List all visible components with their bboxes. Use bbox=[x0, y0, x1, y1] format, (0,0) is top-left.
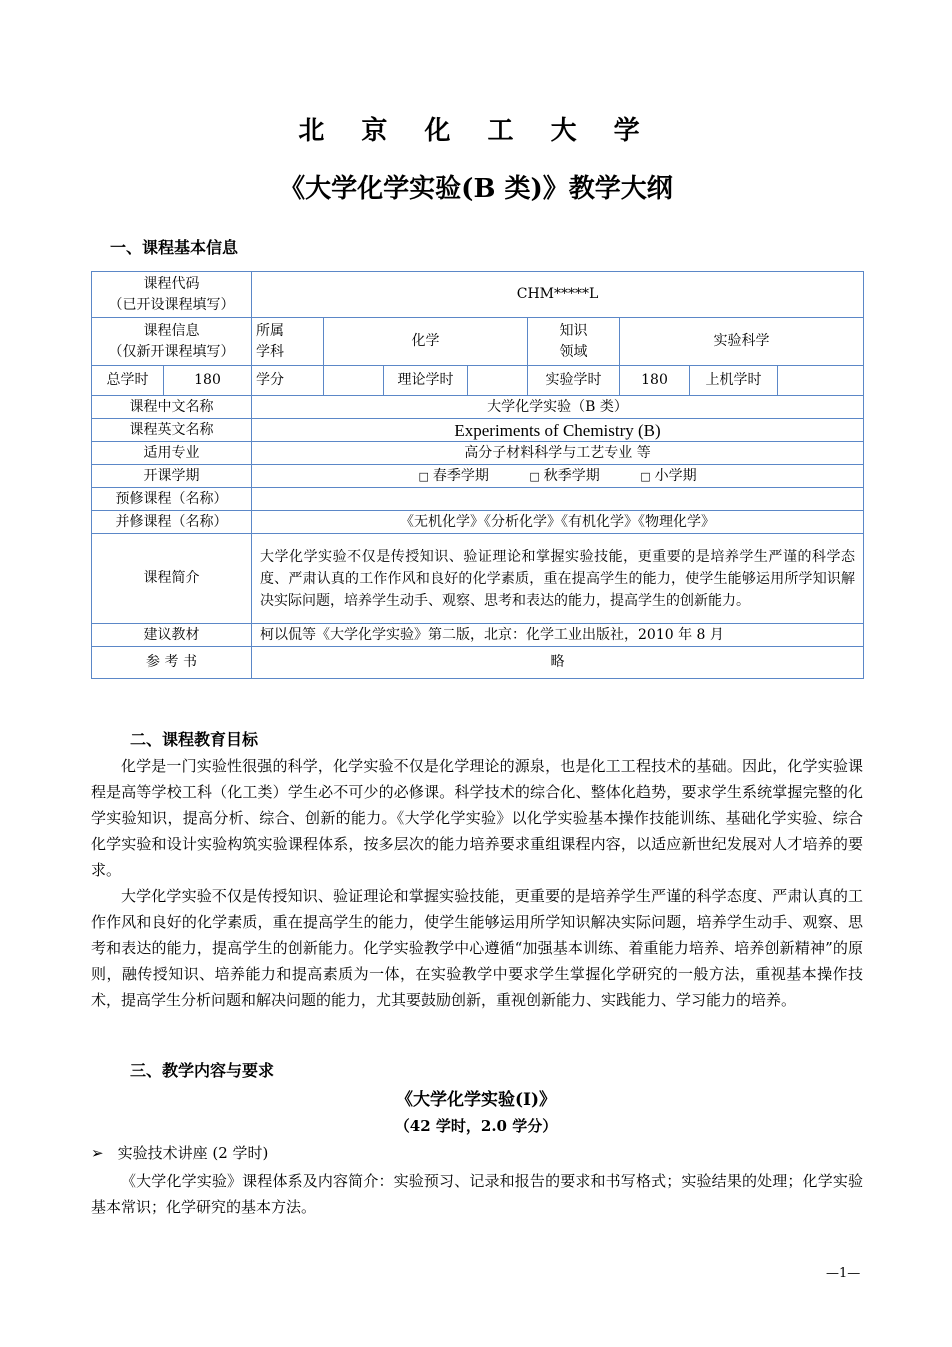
computer-hours-label: 上机学时 bbox=[690, 366, 778, 396]
row-hours bbox=[92, 366, 864, 396]
field-label-line2: 领域 bbox=[559, 343, 588, 360]
discipline-value: 化学 bbox=[324, 318, 528, 366]
theory-hours-value bbox=[468, 366, 528, 396]
section-heading-content: 三、教学内容与要求 bbox=[130, 1061, 275, 1080]
syllabus-title: 《大学化学实验(B 类)》教学大纲 bbox=[279, 174, 673, 204]
course-info-label-cell bbox=[92, 318, 252, 366]
prereq-value bbox=[252, 488, 864, 511]
lab-hours-value: 180 bbox=[620, 366, 690, 396]
discipline-label-line1: 所属 bbox=[256, 322, 284, 339]
lab-hours-label: 实验学时 bbox=[528, 366, 620, 396]
intro-value: 大学化学实验不仅是传授知识、验证理论和掌握实验技能，更重要的是培养学生严谨的科学态度、严肃认真的工作作风和良好的化学素质，重在提高学生的能力，使学生能够运用所学知识解决实际问题，培养学生动手、观察、思考和表达的能力，提高学生的创新能力。 bbox=[252, 534, 864, 624]
lecture-paragraph: 《大学化学实验》课程体系及内容简介：实验预习、记录和报告的要求和书写格式；实验结果的处理；化学实验基本常识；化学研究的基本方法。 bbox=[91, 1172, 863, 1216]
course-code-label: 课程代码 bbox=[143, 275, 200, 292]
subcourse-title: 《大学化学实验(Ⅰ)》 bbox=[395, 1090, 557, 1110]
row-coreq bbox=[92, 511, 864, 534]
major-value: 高分子材料科学与工艺专业 等 bbox=[252, 442, 864, 465]
course-code-label-cell bbox=[92, 272, 252, 318]
textbook-label: 建议教材 bbox=[92, 624, 252, 647]
cn-name-value: 大学化学实验（B 类） bbox=[252, 396, 864, 419]
field-value: 实验科学 bbox=[620, 318, 864, 366]
intro-label: 课程简介 bbox=[92, 534, 252, 624]
field-label-line1: 知识 bbox=[559, 322, 588, 339]
objectives-paragraph-1: 化学是一门实验性很强的科学，化学实验不仅是化学理论的源泉，也是化工工程技术的基础。因此，化学实验课程是高等学校工科（化工类）学生必不可少的必修课。科学技术的综合化、整体化趋势，要求学生系统掌握完整的化学实验知识，提高分析、综合、创新的能力。《大学化学实验》以化学实验基本操作技能训练、基础化学实验、综合化学实验和设计实验构筑实验课程体系，按多层次的能力培养要求重组课程内容，以适应新世纪发展对人才培养的要求。 bbox=[91, 757, 863, 879]
total-hours-label: 总学时 bbox=[92, 366, 164, 396]
cn-name-label: 课程中文名称 bbox=[92, 396, 252, 419]
checkbox-icon: □ bbox=[418, 469, 429, 483]
semester-option-spring[interactable] bbox=[418, 466, 488, 487]
row-semester bbox=[92, 465, 864, 488]
semester-label: 开课学期 bbox=[92, 465, 252, 488]
discipline-label-line2: 学科 bbox=[256, 343, 284, 360]
row-major bbox=[92, 442, 864, 465]
subcourse-hours: （42 学时，2.0 学分） bbox=[394, 1117, 558, 1135]
theory-hours-label: 理论学时 bbox=[384, 366, 468, 396]
coreq-value: 《无机化学》《分析化学》《有机化学》《物理化学》 bbox=[252, 511, 864, 534]
course-code-note: （已开设课程填写） bbox=[108, 296, 235, 313]
section-heading-basic-info: 一、课程基本信息 bbox=[110, 238, 239, 257]
computer-hours-value bbox=[778, 366, 864, 396]
checkbox-icon: □ bbox=[529, 469, 540, 483]
university-title: 北 京 化 工 大 学 bbox=[298, 116, 654, 146]
en-name-label: 课程英文名称 bbox=[92, 419, 252, 442]
row-intro bbox=[92, 534, 864, 624]
row-textbook bbox=[92, 624, 864, 647]
objectives-paragraph-2: 大学化学实验不仅是传授知识、验证理论和掌握实验技能，更重要的是培养学生严谨的科学态度、严肃认真的工作作风和良好的化学素质，重在提高学生的能力，使学生能够运用所学知识解决实际问题，培养学生动手、观察、思考和表达的能力，提高学生的创新能力。化学实验教学中心遵循“加强基本训练、着重能力培养、培养创新精神”的原则，融传授知识、培养能力和提高素质为一体，在实验教学中要求学生掌握化学研究的一般方法，重视基本操作技术，提高学生分析问题和解决问题的能力，尤其要鼓励创新，重视创新能力、实践能力、学习能力的培养。 bbox=[91, 887, 863, 1009]
course-code-value: CHM*****L bbox=[252, 272, 864, 318]
coreq-label: 并修课程（名称） bbox=[92, 511, 252, 534]
credits-value bbox=[324, 366, 384, 396]
row-cn-name bbox=[92, 396, 864, 419]
semester-option-summer[interactable] bbox=[640, 466, 696, 487]
total-hours-value: 180 bbox=[164, 366, 252, 396]
course-info-label: 课程信息 bbox=[143, 322, 200, 339]
semester-option-autumn[interactable] bbox=[529, 466, 599, 487]
semester-option-label: 春季学期 bbox=[432, 467, 489, 484]
course-info-table bbox=[91, 271, 864, 679]
row-reference bbox=[92, 647, 864, 679]
row-course-info bbox=[92, 318, 864, 366]
reference-label: 参 考 书 bbox=[92, 647, 252, 679]
major-label: 适用专业 bbox=[92, 442, 252, 465]
reference-value: 略 bbox=[252, 647, 864, 679]
row-prereq bbox=[92, 488, 864, 511]
field-label-cell bbox=[528, 318, 620, 366]
semester-option-label: 小学期 bbox=[654, 467, 697, 484]
lecture-bullet-text: 实验技术讲座 (2 学时) bbox=[117, 1144, 269, 1162]
prereq-label: 预修课程（名称） bbox=[92, 488, 252, 511]
textbook-value: 柯以侃等《大学化学实验》第二版，北京：化学工业出版社，2010 年 8 月 bbox=[252, 624, 864, 647]
row-course-code bbox=[92, 272, 864, 318]
semester-option-label: 秋季学期 bbox=[543, 467, 600, 484]
semester-options bbox=[252, 465, 864, 488]
arrow-bullet-icon: ➢ bbox=[91, 1144, 104, 1162]
discipline-label-cell bbox=[252, 318, 324, 366]
lecture-bullet-item bbox=[91, 1142, 268, 1163]
checkbox-icon: □ bbox=[640, 469, 651, 483]
row-en-name bbox=[92, 419, 864, 442]
section-heading-objectives: 二、课程教育目标 bbox=[130, 730, 259, 749]
page-number: —1— bbox=[826, 1266, 861, 1281]
en-name-value: Experiments of Chemistry (B) bbox=[252, 419, 864, 442]
course-info-note: （仅新开课程填写） bbox=[108, 343, 235, 360]
credits-label: 学分 bbox=[252, 366, 324, 396]
